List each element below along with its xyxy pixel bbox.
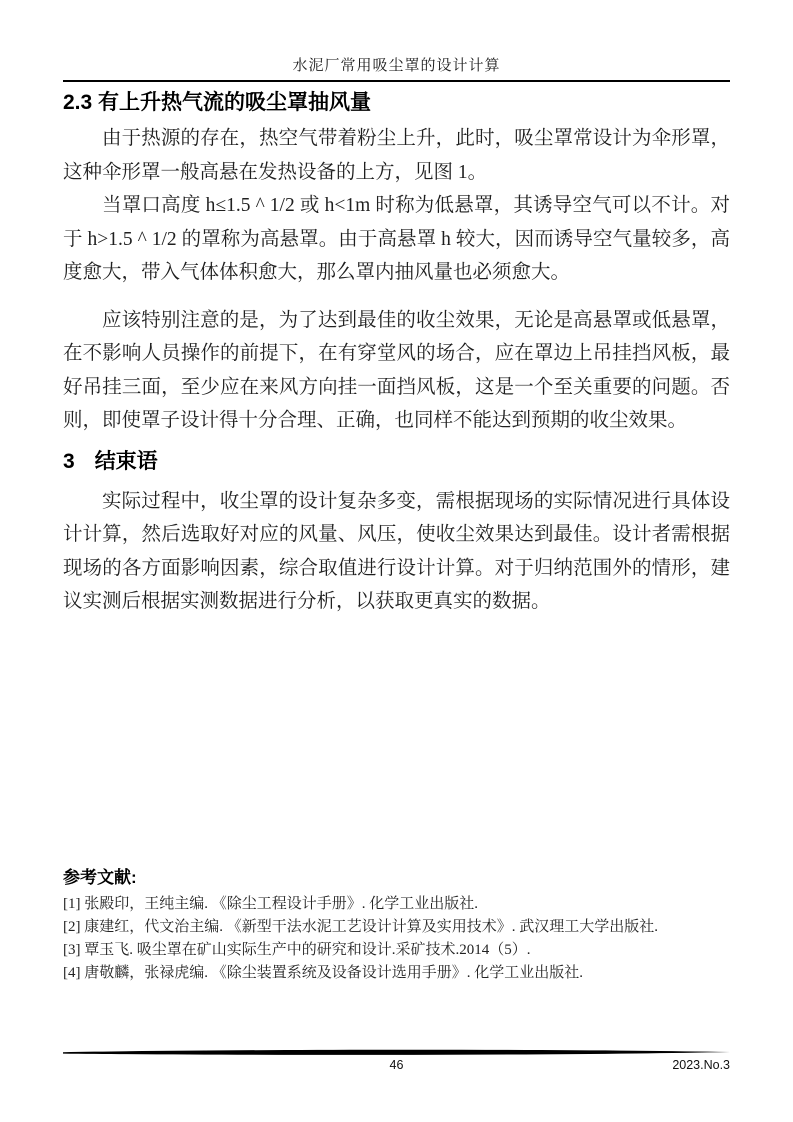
issue-number: 2023.No.3 <box>672 1058 730 1072</box>
page-number: 46 <box>389 1058 404 1072</box>
reference-item: [1] 张殿印，王纯主编. 《除尘工程设计手册》. 化学工业出版社. <box>63 895 478 912</box>
running-header-title: 水泥厂常用吸尘罩的设计计算 <box>292 58 501 74</box>
section-3-heading <box>63 448 730 475</box>
references-heading: 参考文献: <box>63 867 137 887</box>
header-rule <box>63 80 730 82</box>
paragraph: 由于热源的存在，热空气带着粉尘上升，此时，吸尘罩常设计为伞形罩，这种伞形罩一般高悬在发热设备的上方，见图 1。 <box>63 128 730 183</box>
section-3-number: 3 <box>63 449 75 473</box>
section-3-body <box>63 485 730 619</box>
paragraph: 实际过程中，收尘罩的设计复杂多变，需根据现场的实际情况进行具体设计计算，然后选取好对应的风量、风压，使收尘效果达到最佳。设计者需根据现场的各方面影响因素，综合取值进行设计计算。对于归纳范围外的情形，建议实测后根据实测数据进行分析，以获取更真实的数据。 <box>63 490 730 612</box>
reference-item: [3] 覃玉飞. 吸尘罩在矿山实际生产中的研究和设计.采矿技术.2014（5）. <box>63 941 531 958</box>
references-list <box>63 893 730 985</box>
paragraph: 当罩口高度 h≤1.5 ^ 1/2 或 h<1m 时称为低悬罩，其诱导空气可以不计。对于 h>1.5 ^ 1/2 的罩称为高悬罩。由于高悬罩 h 较大，因而诱导空气量较多，高度愈大，带入气体体积愈大，那么罩内抽风量也必须愈大。 <box>63 195 730 283</box>
reference-item: [2] 康建红，代文治主编. 《新型干法水泥工艺设计计算及实用技术》. 武汉理工大学出版社. <box>63 918 658 935</box>
page-content <box>63 56 730 985</box>
section-2-3-heading: 2.3 有上升热气流的吸尘罩抽风量 <box>63 91 372 114</box>
reference-item: [4] 唐敬麟，张禄虎编. 《除尘装置系统及设备设计选用手册》. 化学工业出版社. <box>63 964 583 981</box>
section-2-3-body <box>63 122 730 438</box>
footer-rule <box>63 1049 730 1057</box>
page-footer <box>63 1049 730 1074</box>
paragraph: 应该特别注意的是，为了达到最佳的收尘效果，无论是高悬罩或低悬罩，在不影响人员操作的前提下，在有穿堂风的场合，应在罩边上吊挂挡风板，最好吊挂三面，至少应在来风方向挂一面挡风板，这是一个至关重要的问题。否则，即使罩子设计得十分合理、正确，也同样不能达到预期的收尘效果。 <box>63 309 730 431</box>
footer-text-row <box>63 1058 730 1074</box>
section-3-title: 结束语 <box>94 449 158 473</box>
references-section <box>63 866 730 985</box>
